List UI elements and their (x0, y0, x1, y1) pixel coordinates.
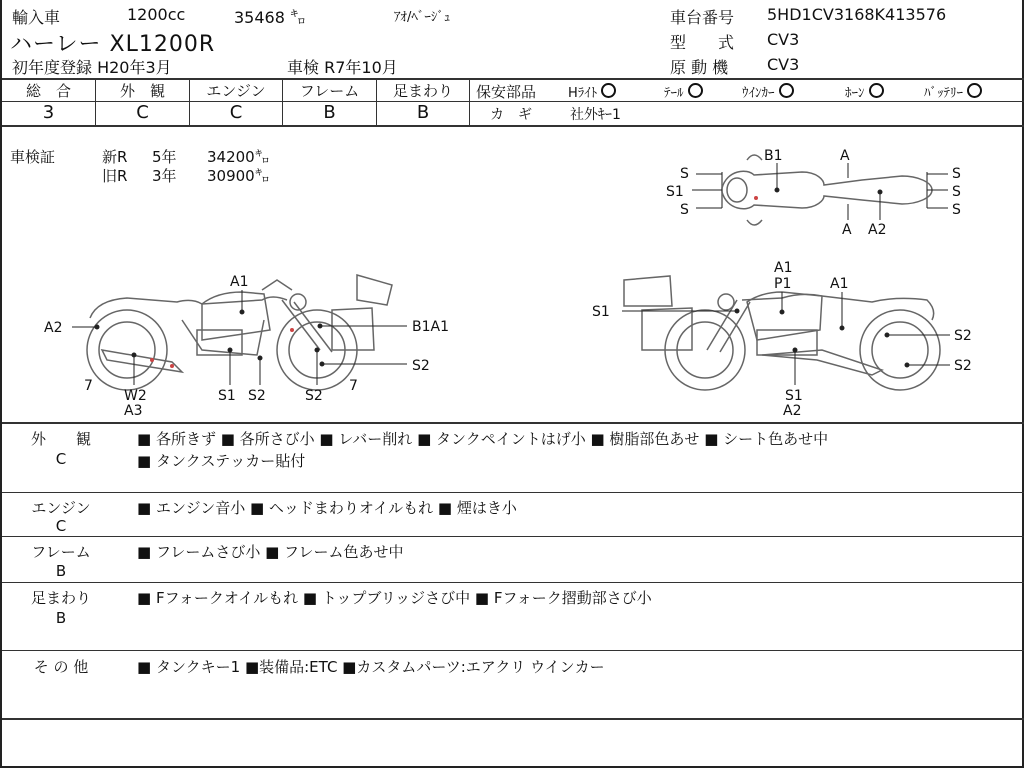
safety-item-winker: ｳｲﾝｶｰ (742, 82, 794, 101)
diagram-label: 7 (349, 378, 358, 394)
ok-circle-icon (967, 83, 982, 98)
diagram-label: S1 (218, 388, 236, 404)
chassis-label: 車台番号 (670, 8, 735, 27)
ok-circle-icon (869, 83, 884, 98)
color: ｱｵ/ﾍﾞｰｼﾞｭ (394, 10, 451, 25)
shaken-new-years: 5年 (152, 148, 177, 166)
diagram-label: A3 (124, 403, 143, 419)
diagram-label: S2 (954, 358, 972, 374)
section-exterior-line: ■ タンクステッカー貼付 (137, 452, 306, 470)
section-exterior-label: 外 観 (30, 430, 91, 448)
diagram-label: S (952, 202, 961, 218)
mileage: 35468 ㌔ (234, 8, 306, 27)
shaken-old-type: 旧R (102, 167, 128, 185)
section-suspension-line: ■ Fフォークオイルもれ ■ トップブリッジさび中 ■ Fフォーク摺動部さび小 (137, 589, 652, 607)
diagram-label: S2 (305, 388, 323, 404)
divider (2, 582, 1024, 583)
diagram-label: S (952, 166, 961, 182)
shaken-old-years: 3年 (152, 167, 177, 185)
grade-engine-value: C (229, 102, 243, 123)
section-frame-line: ■ フレームさび小 ■ フレーム色あせ中 (137, 543, 404, 561)
diagram-label: B1A1 (412, 319, 449, 335)
safety-item-horn: ﾎｰﾝ (845, 82, 884, 101)
diagram-label: 7 (84, 378, 93, 394)
section-engine-label: エンジン (31, 499, 91, 517)
type-value: CV3 (767, 30, 800, 49)
grade-suspension-label: 足まわり (392, 82, 453, 100)
divider (2, 650, 1024, 651)
model-name: ハーレー XL1200R (10, 32, 216, 57)
diagram-label: S2 (412, 358, 430, 374)
grade-total-value: 3 (42, 102, 55, 123)
grade-suspension-value: B (416, 102, 430, 123)
type-label: 型 式 (670, 33, 735, 52)
divider (2, 422, 1024, 424)
diagram-label: S1 (785, 388, 803, 404)
engine-value: CV3 (767, 55, 800, 74)
chassis-value: 5HD1CV3168K413576 (767, 5, 947, 24)
section-engine-grade: C (55, 517, 67, 535)
shaken-new-type: 新R (102, 148, 128, 166)
safety-label: 保安部品 (476, 83, 537, 101)
section-engine-line: ■ エンジン音小 ■ ヘッドまわりオイルもれ ■ 煙はき小 (137, 499, 517, 517)
diagram-label: S (680, 166, 689, 182)
section-suspension-label: 足まわり (30, 589, 91, 607)
divider (2, 536, 1024, 537)
section-other-line: ■ タンクキー1 ■装備品:ETC ■カスタムパーツ:エアクリ ウインカー (137, 658, 605, 676)
safety-item-battery: ﾊﾞｯﾃﾘｰ (924, 82, 982, 101)
safety-item-tail: ﾃｰﾙ (664, 82, 703, 101)
section-frame-grade: B (55, 562, 67, 580)
divider (2, 492, 1024, 493)
displacement: 1200cc (127, 5, 186, 24)
diagram-label: P1 (774, 276, 792, 292)
engine-label: 原 動 機 (670, 58, 729, 77)
diagram-label: S2 (248, 388, 266, 404)
grade-total-label: 総 合 (25, 82, 71, 100)
diagram-label: S (680, 202, 689, 218)
grade-exterior-label: 外 観 (119, 82, 165, 100)
diagram-label: A1 (230, 274, 249, 290)
diagram-label: A2 (783, 403, 802, 419)
divider (469, 78, 470, 126)
grade-frame-label: フレーム (299, 82, 360, 100)
section-exterior-line: ■ 各所きず ■ 各所さび小 ■ レバー削れ ■ タンクペイントはげ小 ■ 樹脂部色あせ ■ シート色あせ中 (137, 430, 829, 448)
section-other-label: そ の 他 (33, 658, 89, 676)
ok-circle-icon (688, 83, 703, 98)
divider (2, 125, 1024, 127)
diagram-label: A1 (830, 276, 849, 292)
section-suspension-grade: B (55, 609, 67, 627)
diagram-label: A (840, 148, 850, 164)
import-label: 輸入車 (12, 8, 61, 27)
key-label: カ ギ (490, 107, 532, 123)
divider (2, 718, 1024, 720)
diagram-label: A1 (774, 260, 793, 276)
diagram-label: W2 (124, 388, 147, 404)
shaken-new-km: 34200㌔ (207, 148, 270, 166)
diagram-label: A2 (44, 320, 63, 336)
diagram-label: S (952, 184, 961, 200)
shaken-old-km: 30900㌔ (207, 167, 270, 185)
diagram-label: S1 (666, 184, 684, 200)
grade-frame-value: B (323, 102, 336, 123)
safety-item-headlight: Hﾗｲﾄ (568, 82, 616, 101)
section-exterior-grade: C (55, 450, 67, 468)
key-value: 社外ｷｰ1 (570, 107, 621, 123)
diagram-label: S1 (592, 304, 610, 320)
grade-engine-label: エンジン (206, 82, 266, 100)
diagram-label: B1 (764, 148, 783, 164)
shaken-label: 車検証 (10, 148, 56, 166)
top-view-body (722, 171, 932, 208)
damage-diagram (2, 130, 1022, 420)
diagram-label: S2 (954, 328, 972, 344)
diagram-label: A2 (868, 222, 887, 238)
diagram-label: A (842, 222, 852, 238)
first-registration: 初年度登録 H20年3月 (12, 58, 172, 77)
inspection-expiry: 車検 R7年10月 (287, 58, 398, 77)
section-frame-label: フレーム (31, 543, 91, 561)
grade-exterior-value: C (136, 102, 149, 123)
divider (469, 101, 1024, 102)
ok-circle-icon (601, 83, 616, 98)
ok-circle-icon (779, 83, 794, 98)
